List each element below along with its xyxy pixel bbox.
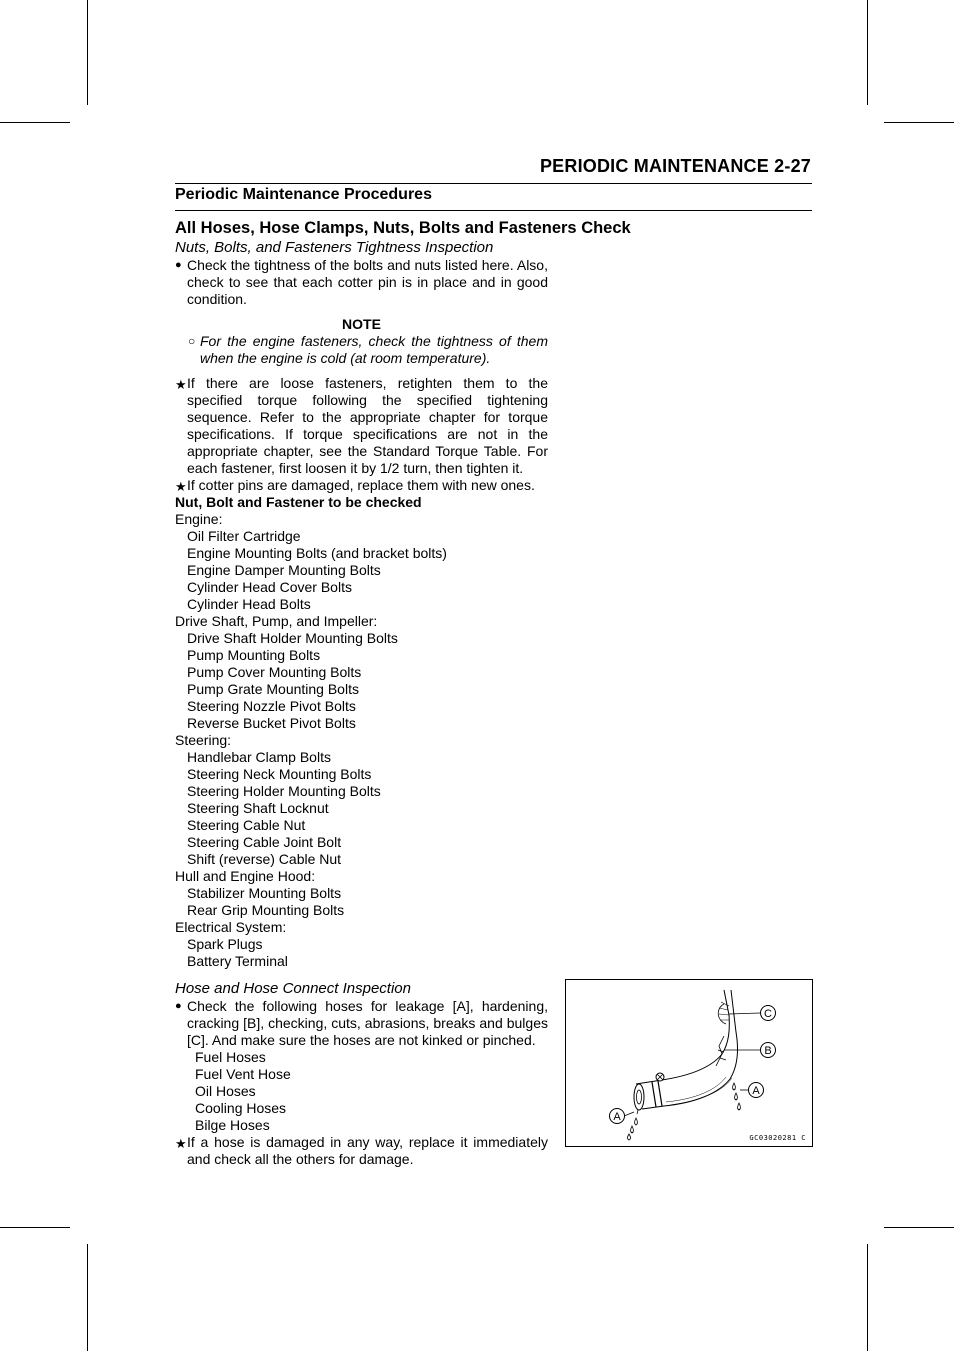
list-item: Pump Grate Mounting Bolts [187,681,359,697]
subheading: Hose and Hose Connect Inspection [175,980,411,997]
star-icon: ★ [175,1136,187,1151]
main-column [175,218,631,1168]
list-item: Pump Mounting Bolts [187,647,321,663]
list-item: Fuel Hoses [195,1049,266,1065]
circle-icon: ○ [188,334,196,348]
bullet-icon: ● [175,1000,182,1012]
group-label: Drive Shaft, Pump, and Impeller: [175,613,378,629]
running-head: PERIODIC MAINTENANCE 2-27 [539,156,811,176]
list-item: Steering Nozzle Pivot Bolts [187,698,356,714]
figure-label-a: A [752,1085,760,1097]
list-item: Rear Grip Mounting Bolts [187,902,345,918]
list-item: Bilge Hoses [195,1117,270,1133]
star-icon: ★ [175,377,187,392]
figure-code: GC03020281 C [749,1134,806,1142]
crop-mark [867,0,868,105]
list-item: Steering Holder Mounting Bolts [187,783,381,799]
header-rule [175,183,812,184]
crop-mark [867,1244,868,1351]
group-label: Electrical System: [175,919,287,935]
crop-mark [0,1227,70,1228]
list-item: Drive Shaft Holder Mounting Bolts [187,630,398,646]
group-label: Steering: [175,732,232,748]
list-item: Cylinder Head Cover Bolts [187,579,352,595]
crop-mark [0,122,70,123]
figure-label-a: A [613,1111,621,1123]
crop-mark [87,0,88,105]
list-item: Cooling Hoses [195,1100,287,1116]
list-item: Spark Plugs [187,936,263,952]
figure-label-c: C [764,1008,772,1020]
list-item: Pump Cover Mounting Bolts [187,664,362,680]
list-item: Steering Cable Joint Bolt [187,834,342,850]
star-icon: ★ [175,479,187,494]
hose-figure [565,979,813,1147]
star-item: ★ If there are loose fasteners, retighten them to the specified torque following the specified tightening sequence. Refer to the appropriate chapter for torque specifications. If torque specifications are not in the appropriate chapter, see the Standard Torque Table. For each fastener, first loosen it by 1/2 turn, then tighten it. [175,375,548,476]
list-title: Nut, Bolt and Fastener to be checked [175,494,422,510]
bullet-icon: ● [175,259,182,271]
page-heading: All Hoses, Hose Clamps, Nuts, Bolts and Fasteners Check [175,219,631,237]
star-item: ★ If cotter pins are damaged, replace them with new ones. [175,477,535,494]
list-item: Cylinder Head Bolts [187,596,311,612]
list-item: Stabilizer Mounting Bolts [187,885,342,901]
header-rule [175,210,812,211]
figure-label-b: B [764,1045,772,1057]
list-item: Fuel Vent Hose [195,1066,291,1082]
crop-mark [884,1227,954,1228]
star-item: ★ If a hose is damaged in any way, replace it immediately and check all the others for damage. [175,1134,548,1167]
list-item: Shift (reverse) Cable Nut [187,851,342,867]
list-item: Handlebar Clamp Bolts [187,749,331,765]
list-item: Steering Cable Nut [187,817,306,833]
crop-mark [87,1244,88,1351]
list-item: Oil Hoses [195,1083,256,1099]
note: ○ For the engine fasteners, check the tightness of them when the engine is cold (at room temperature). [188,333,548,366]
list-item: Steering Shaft Locknut [187,800,329,816]
bullet-item: ● Check the tightness of the bolts and nuts listed here. Also, check to see that each cotter pin is in place and in good condition. [175,257,548,307]
group-label: Hull and Engine Hood: [175,868,316,884]
list-item: Reverse Bucket Pivot Bolts [187,715,356,731]
section-title: Periodic Maintenance Procedures [175,186,432,203]
group-label: Engine: [175,511,223,527]
note-label: NOTE [342,316,381,332]
subheading: Nuts, Bolts, and Fasteners Tightness Inspection [175,239,494,256]
bullet-item: ● Check the following hoses for leakage [A], hardening, cracking [B], checking, cuts, abrasions, breaks and bulges [C]. And make sure the hoses are not kinked or pinched. [175,998,548,1048]
hose-illustration [566,980,812,1146]
crop-mark [884,122,954,123]
list-item: Engine Mounting Bolts (and bracket bolts) [187,545,447,561]
list-item: Engine Damper Mounting Bolts [187,562,381,578]
list-item: Oil Filter Cartridge [187,528,301,544]
list-item: Battery Terminal [187,953,288,969]
list-item: Steering Neck Mounting Bolts [187,766,372,782]
